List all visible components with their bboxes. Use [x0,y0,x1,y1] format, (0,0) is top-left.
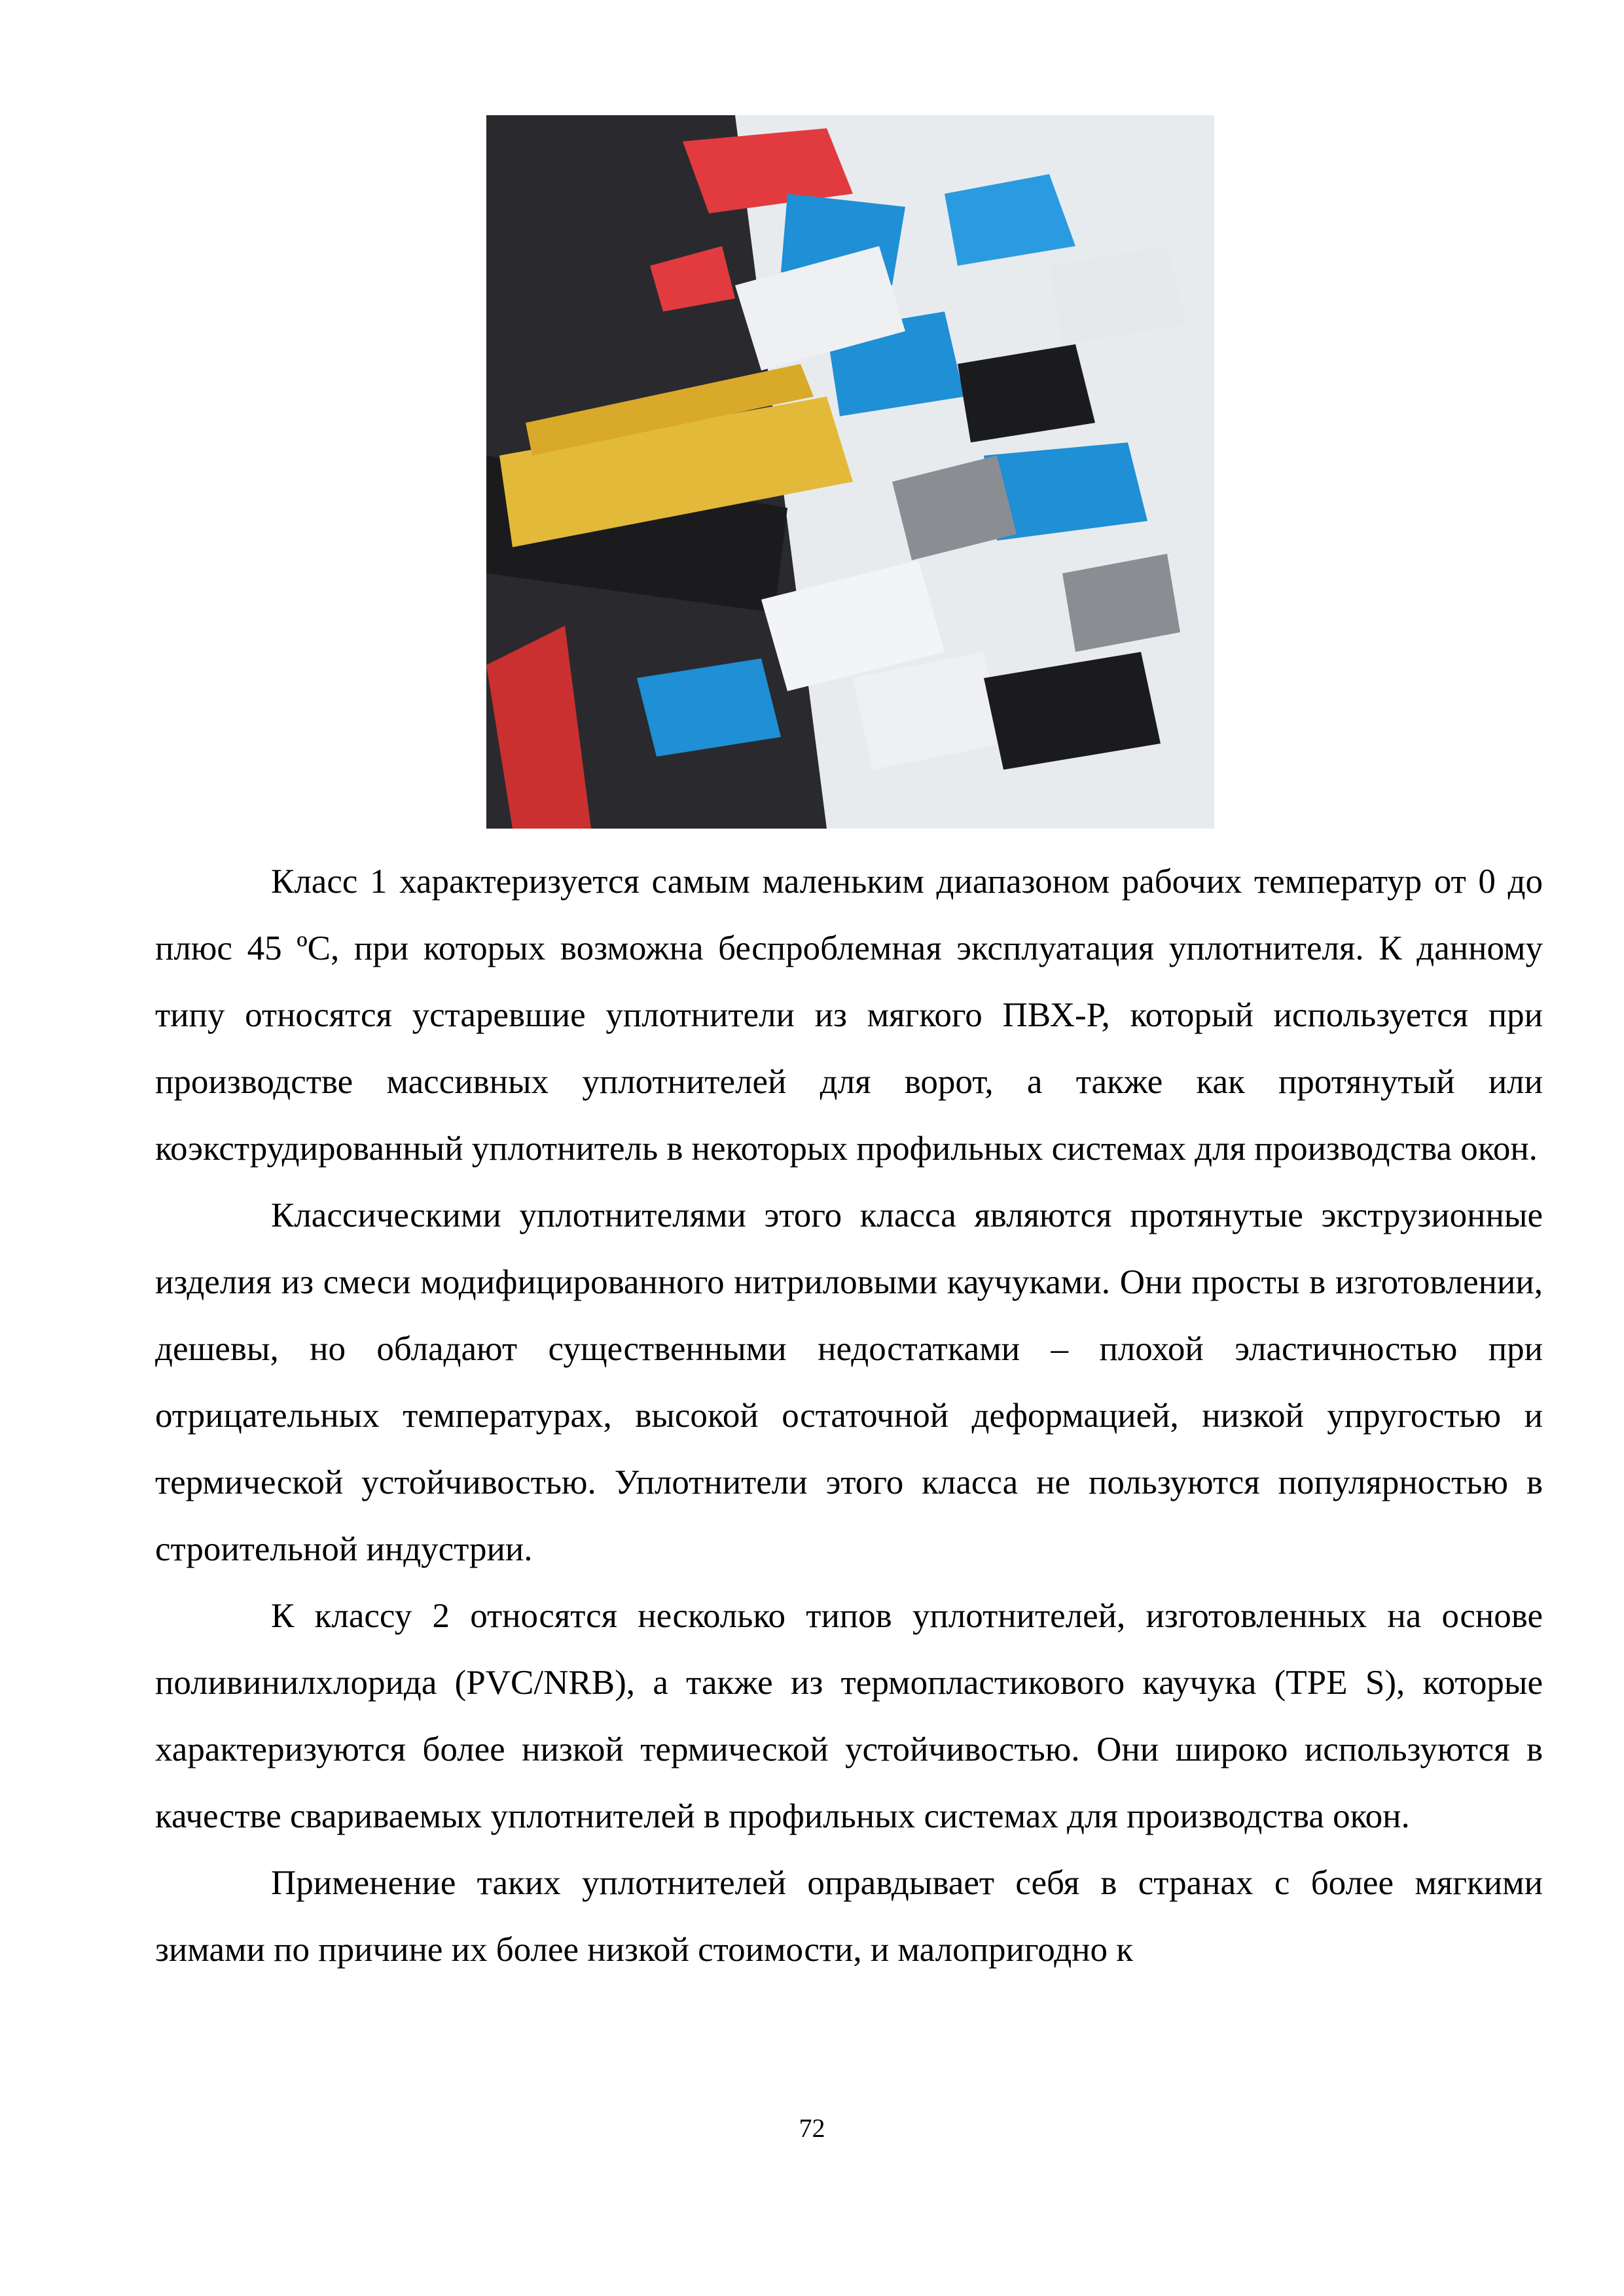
seal-profiles-photo [486,115,1214,829]
paragraph-class-2: К классу 2 относятся несколько типов уплотнителей, изготовленных на основе поливинилхлорида (PVC/NRB), а также из термопластикового каучука (ТРЕ S), которые характеризуются более низкой термической устойчивостью. Они широко используются в качестве свариваемых уплотнителей в профильных системах для производства окон. [155,1597,1543,1835]
body-text [155,848,1543,1983]
paragraph-application: Применение таких уплотнителей оправдывает себя в странах с более мягкими зимами по причине их более низкой стоимости, и малопригодно к [155,1864,1543,1969]
paragraph-classic-seals: Классическими уплотнителями этого класса являются протянутые экструзионные изделия из смеси модифицированного нитриловыми каучуками. Они просты в изготовлении, дешевы, но обладают существенными недостатками – плохой эластичностью при отрицательных температурах, высокой остаточной деформацией, низкой упругостью и термической устойчивостью. Уплотнители этого класса не пользуются популярностью в строительной индустрии. [155,1196,1543,1568]
paragraph-class-1: Класс 1 характеризуется самым маленьким диапазоном рабочих температур от 0 до плюс 45 ºС, при которых возможна беспроблемная эксплуатация уплотнителя. К данному типу относятся устаревшие уплотнители из мягкого ПВХ-Р, который используется при производстве массивных уплотнителей для ворот, а также как протянутый или коэкструдированный уплотнитель в некоторых профильных системах для производства окон. [155,863,1543,1168]
seal-profiles-illustration [486,115,1214,829]
page-number: 72 [799,2113,825,2143]
